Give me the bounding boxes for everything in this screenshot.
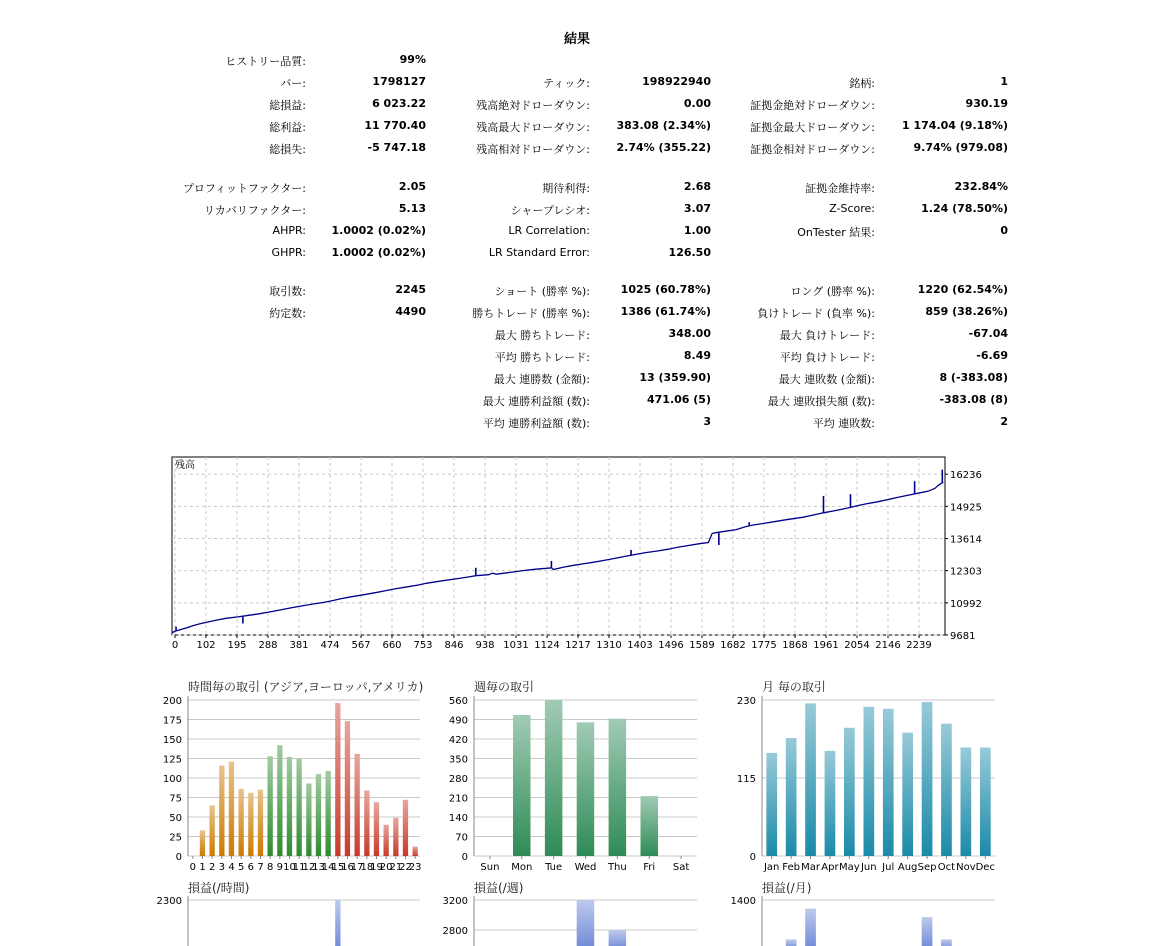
- x-tick-label: 14: [321, 862, 335, 873]
- stat-label: 約定数:: [269, 307, 306, 320]
- x-tick-label: 1403: [627, 640, 653, 651]
- x-tick-label: 753: [413, 640, 433, 651]
- x-tick-label: 1961: [813, 640, 839, 651]
- bar: [326, 771, 331, 856]
- x-tick-label: 13: [312, 862, 325, 873]
- x-tick-label: 567: [351, 640, 371, 651]
- x-tick-label: Apr: [821, 862, 839, 873]
- bar: [545, 700, 563, 856]
- stat-label: 証拠金絶対ドローダウン:: [750, 99, 875, 112]
- bar: [961, 748, 972, 857]
- y-tick-label: 1400: [730, 896, 756, 907]
- stat-label: 証拠金維持率:: [805, 182, 875, 195]
- stat-value: -5 747.18: [367, 141, 426, 154]
- bar-chart: [449, 679, 697, 873]
- stat-value: 1386 (61.74%): [620, 305, 711, 318]
- bar-chart: [443, 880, 697, 946]
- y-tick-label: 490: [448, 715, 468, 727]
- x-tick-label: 11: [292, 862, 306, 873]
- y-tick-label: 75: [169, 793, 182, 805]
- y-tick-label: 140: [448, 813, 468, 824]
- stat-value: 1 174.04 (9.18%): [902, 119, 1008, 132]
- x-tick-label: 2: [208, 862, 216, 873]
- x-tick-label: 18: [360, 862, 374, 873]
- stat-label: 平均 負けトレード:: [779, 351, 875, 364]
- bar: [229, 762, 234, 856]
- x-tick-label: Jul: [882, 862, 895, 873]
- x-tick-label: 8: [266, 862, 274, 873]
- x-tick-label: 1124: [534, 640, 560, 651]
- stat-label: 総損失:: [269, 143, 306, 156]
- stat-value: 8.49: [683, 349, 711, 362]
- stat-value: 5.13: [398, 202, 426, 215]
- x-tick-label: 3: [218, 862, 226, 873]
- stat-label: Z-Score:: [829, 202, 875, 215]
- x-tick-label: 846: [444, 640, 464, 651]
- stat-value: 2: [1000, 415, 1008, 428]
- bar: [805, 703, 816, 856]
- y-tick-label: 280: [448, 774, 468, 785]
- y-tick-label: 125: [162, 754, 182, 766]
- stat-value: 232.84%: [954, 180, 1008, 193]
- stat-label: 総利益:: [269, 121, 306, 134]
- bar: [200, 830, 205, 856]
- bar: [844, 728, 855, 856]
- bar: [345, 721, 350, 856]
- stat-value: 2245: [395, 283, 426, 296]
- stat-value: 1220 (62.54%): [917, 283, 1008, 296]
- bar: [805, 909, 816, 946]
- bar: [609, 930, 627, 946]
- stat-label: ヒストリー品質:: [225, 55, 306, 68]
- chart-title: 残高: [175, 460, 195, 471]
- bar-charts: [0, 660, 1154, 946]
- bar: [864, 707, 875, 856]
- x-tick-label: Jun: [860, 862, 877, 873]
- bar: [922, 702, 933, 856]
- bar: [219, 766, 224, 857]
- y-tick-label: 175: [162, 715, 182, 727]
- stat-label: 総損益:: [269, 99, 306, 112]
- x-tick-label: 2239: [906, 640, 932, 651]
- stat-label: 平均 連勝利益額 (数):: [482, 417, 590, 430]
- bar: [297, 759, 302, 857]
- stat-label: GHPR:: [271, 246, 306, 259]
- y-tick-label: 2800: [442, 926, 468, 937]
- y-tick-label: 10992: [950, 598, 982, 610]
- bar: [335, 703, 340, 856]
- x-tick-label: Tue: [545, 862, 563, 873]
- bar: [413, 847, 418, 856]
- x-tick-label: Nov: [956, 862, 976, 873]
- stat-label: 最大 負けトレード:: [779, 329, 875, 342]
- x-tick-label: Sep: [917, 862, 937, 873]
- stat-value: 3: [703, 415, 711, 428]
- stat-value: 1.00: [683, 224, 711, 237]
- stat-label: 残高相対ドローダウン:: [476, 143, 590, 156]
- x-tick-label: Dec: [975, 862, 995, 873]
- bar: [786, 939, 797, 946]
- y-tick-label: 420: [448, 735, 468, 746]
- x-tick-label: Mon: [511, 862, 533, 873]
- stat-value: 99%: [399, 53, 426, 66]
- stat-label: 平均 勝ちトレード:: [494, 351, 590, 364]
- y-tick-label: 150: [162, 735, 182, 746]
- bar: [239, 789, 244, 856]
- x-tick-label: 381: [289, 640, 309, 651]
- y-tick-label: 70: [455, 832, 468, 844]
- bar: [577, 900, 595, 946]
- bar-chart: [163, 679, 423, 873]
- stat-label: 平均 連敗数:: [812, 417, 875, 430]
- x-tick-label: 15: [331, 862, 345, 873]
- x-tick-label: 195: [227, 640, 247, 651]
- stat-label: 最大 連敗数 (金額):: [778, 373, 875, 386]
- x-tick-label: Sat: [672, 862, 690, 873]
- chart-title: 損益(/月): [762, 881, 812, 895]
- stat-label: 最大 連勝数 (金額):: [493, 373, 590, 386]
- y-tick-label: 50: [169, 813, 182, 824]
- x-tick-label: Aug: [897, 862, 918, 873]
- bar: [277, 745, 282, 856]
- bar: [980, 748, 991, 857]
- stat-label: 最大 連敗損失額 (数):: [767, 395, 875, 408]
- bar: [316, 774, 321, 856]
- bar: [786, 738, 797, 856]
- bar: [577, 722, 595, 856]
- y-tick-label: 9681: [950, 631, 976, 642]
- x-tick-label: 1868: [782, 640, 808, 651]
- stat-value: 9.74% (979.08): [913, 141, 1008, 154]
- bar: [364, 791, 369, 857]
- bar: [268, 756, 273, 856]
- x-tick-label: 0: [189, 862, 197, 873]
- x-tick-label: 938: [475, 640, 495, 651]
- bar: [902, 733, 913, 856]
- y-tick-label: 3200: [442, 896, 468, 907]
- bar: [609, 719, 627, 856]
- stat-label: AHPR:: [272, 224, 306, 237]
- stat-label: リカバリファクター:: [203, 204, 306, 217]
- x-tick-label: 1682: [720, 640, 746, 651]
- x-tick-label: 2146: [875, 640, 901, 651]
- stat-label: 最大 連勝利益額 (数):: [482, 395, 590, 408]
- stat-value: 1798127: [372, 75, 426, 88]
- stat-value: 13 (359.90): [639, 371, 711, 384]
- x-tick-label: 23: [408, 862, 422, 873]
- bar: [335, 900, 340, 946]
- bar: [941, 724, 952, 856]
- x-tick-label: Oct: [937, 862, 956, 873]
- stat-label: ティック:: [543, 77, 590, 90]
- x-tick-label: 102: [196, 640, 216, 651]
- bar: [883, 709, 894, 856]
- stat-value: -67.04: [968, 327, 1008, 340]
- stat-label: ロング (勝率 %):: [790, 285, 875, 298]
- x-tick-label: 10: [283, 862, 296, 873]
- bar: [384, 825, 389, 856]
- y-tick-label: 13614: [950, 534, 982, 546]
- bar: [641, 796, 659, 856]
- stat-label: OnTester 結果:: [797, 226, 875, 239]
- stat-label: 期待利得:: [542, 182, 590, 195]
- bar: [393, 818, 398, 856]
- x-tick-label: 5: [237, 862, 245, 873]
- bar: [306, 784, 311, 857]
- stat-value: 198922940: [642, 75, 711, 88]
- stat-label: ショート (勝率 %):: [494, 285, 590, 298]
- x-tick-label: 7: [257, 862, 264, 873]
- y-tick-label: 100: [162, 774, 182, 785]
- x-tick-label: May: [839, 862, 860, 873]
- chart-title: 月 毎の取引: [762, 680, 826, 694]
- stat-label: 証拠金最大ドローダウン:: [750, 121, 875, 134]
- bar: [766, 753, 777, 856]
- stat-value: 0.00: [683, 97, 711, 110]
- y-tick-label: 0: [749, 852, 756, 863]
- stat-value: 1.0002 (0.02%): [331, 224, 426, 237]
- bar: [210, 805, 215, 856]
- x-tick-label: 474: [320, 640, 340, 651]
- stat-value: -6.69: [976, 349, 1008, 362]
- x-tick-label: Jan: [763, 862, 780, 873]
- stat-label: 最大 勝ちトレード:: [494, 329, 590, 342]
- bar: [922, 917, 933, 946]
- stat-label: 負けトレード (負率 %):: [757, 307, 875, 320]
- stat-value: 11 770.40: [364, 119, 426, 132]
- bar-chart: [731, 880, 995, 946]
- chart-title: 損益(/時間): [188, 881, 250, 895]
- x-tick-label: 1310: [596, 640, 622, 651]
- x-tick-label: 22: [399, 862, 412, 873]
- stat-label: 残高絶対ドローダウン:: [476, 99, 590, 112]
- stat-value: 8 (-383.08): [939, 371, 1008, 384]
- x-tick-label: 20: [379, 862, 393, 873]
- stat-label: LR Correlation:: [508, 224, 590, 237]
- bar: [825, 751, 836, 856]
- stat-value: 1025 (60.78%): [620, 283, 711, 296]
- y-tick-label: 16236: [950, 470, 982, 482]
- x-tick-label: Mar: [801, 862, 820, 873]
- bar: [355, 754, 360, 856]
- y-tick-label: 350: [448, 754, 468, 766]
- chart-title: 損益(/週): [474, 881, 524, 895]
- x-tick-label: 6: [247, 862, 255, 873]
- stat-value: 1.24 (78.50%): [921, 202, 1008, 215]
- x-tick-label: 660: [382, 640, 402, 651]
- x-tick-label: 21: [389, 862, 403, 873]
- stat-label: 証拠金相対ドローダウン:: [750, 143, 875, 156]
- y-tick-label: 115: [736, 774, 756, 785]
- bar-chart: [737, 679, 995, 873]
- stat-value: 1: [1000, 75, 1008, 88]
- stat-value: 930.19: [965, 97, 1008, 110]
- x-tick-label: 4: [228, 862, 235, 873]
- stat-label: LR Standard Error:: [488, 246, 590, 259]
- x-tick-label: Feb: [782, 862, 800, 873]
- stat-label: 取引数:: [269, 285, 306, 298]
- chart-title: 週毎の取引: [474, 680, 535, 694]
- stat-value: 4490: [395, 305, 426, 318]
- x-tick-label: 17: [350, 862, 364, 873]
- x-tick-label: 1589: [689, 640, 715, 651]
- x-tick-label: Fri: [643, 862, 656, 873]
- x-tick-label: 1217: [565, 640, 591, 651]
- x-tick-label: 2054: [844, 640, 870, 651]
- y-tick-label: 0: [175, 852, 182, 863]
- y-tick-label: 25: [169, 832, 182, 844]
- bar-chart: [157, 880, 420, 946]
- y-tick-label: 210: [448, 793, 468, 805]
- y-tick-label: 0: [461, 852, 468, 863]
- stat-value: 2.74% (355.22): [616, 141, 711, 154]
- x-tick-label: Wed: [574, 862, 597, 873]
- stat-label: シャープレシオ:: [510, 204, 590, 217]
- y-tick-label: 230: [736, 696, 756, 707]
- stat-value: 0: [1000, 224, 1008, 237]
- x-tick-label: 9: [276, 862, 284, 873]
- stat-value: 471.06 (5): [647, 393, 711, 406]
- bar: [287, 757, 292, 856]
- bar: [258, 790, 263, 856]
- bar: [941, 939, 952, 946]
- bar: [513, 715, 531, 856]
- x-tick-label: 12: [302, 862, 316, 873]
- stat-label: 勝ちトレード (勝率 %):: [472, 307, 590, 320]
- y-tick-label: 200: [162, 696, 182, 707]
- x-tick-label: Sun: [480, 862, 500, 873]
- bar: [403, 800, 408, 856]
- x-tick-label: 1496: [658, 640, 684, 651]
- stat-value: 2.05: [398, 180, 426, 193]
- x-tick-label: 0: [171, 640, 179, 651]
- stat-label: 残高最大ドローダウン:: [476, 121, 590, 134]
- stat-value: 126.50: [668, 246, 711, 259]
- stat-label: バー:: [280, 77, 306, 90]
- x-tick-label: 1775: [751, 640, 777, 651]
- report-title: 結果: [563, 32, 590, 47]
- stat-value: 3.07: [683, 202, 711, 215]
- stat-value: 859 (38.26%): [925, 305, 1008, 318]
- stat-label: プロフィットファクター:: [182, 182, 306, 195]
- stat-label: 銘柄:: [849, 77, 875, 90]
- stat-value: 348.00: [668, 327, 711, 340]
- bar: [248, 793, 253, 856]
- y-tick-label: 12303: [950, 566, 982, 578]
- x-tick-label: 19: [370, 862, 383, 873]
- y-tick-label: 2300: [156, 896, 182, 907]
- bar: [374, 802, 379, 856]
- x-tick-label: 288: [258, 640, 278, 651]
- chart-title: 時間毎の取引 (アジア,ヨーロッパ,アメリカ): [188, 680, 424, 694]
- x-tick-label: 1: [199, 862, 206, 873]
- stat-value: 383.08 (2.34%): [616, 119, 711, 132]
- y-tick-label: 560: [448, 696, 468, 707]
- x-tick-label: 16: [341, 862, 354, 873]
- x-tick-label: Thu: [607, 862, 627, 873]
- y-tick-label: 14925: [950, 502, 982, 514]
- stat-value: 1.0002 (0.02%): [331, 246, 426, 259]
- stat-value: -383.08 (8): [939, 393, 1008, 406]
- stat-value: 6 023.22: [372, 97, 426, 110]
- x-tick-label: 1031: [503, 640, 529, 651]
- stat-value: 2.68: [683, 180, 711, 193]
